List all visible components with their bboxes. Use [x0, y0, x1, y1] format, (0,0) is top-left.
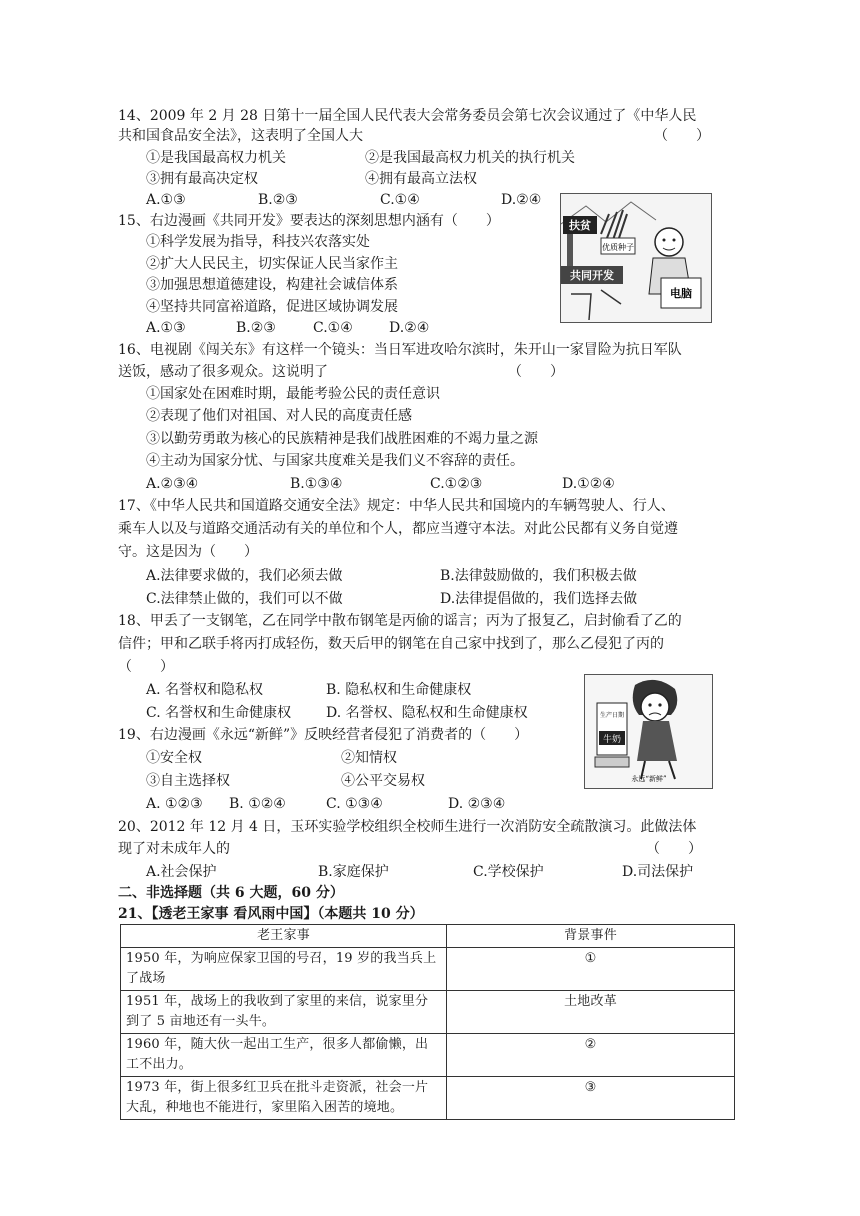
q17-choice-d: D.法律提倡做的，我们选择去做 [440, 591, 638, 607]
table-header-story: 老王家事 [121, 925, 447, 948]
cartoon-label-fupin: 扶贫 [569, 219, 591, 232]
table-header-row [121, 925, 735, 948]
table-cell-event: ① [447, 948, 735, 991]
q16-option-2: ②表现了他们对祖国、对人民的高度责任感 [146, 408, 412, 424]
q19-option-2: ②知情权 [341, 750, 397, 766]
q16-choice-c: C.①②③ [430, 476, 483, 492]
q15-choice-a: A.①③ [146, 320, 186, 336]
q14-option-1: ①是我国最高权力机关 [146, 150, 286, 166]
table-cell-story: 1960 年，随大伙一起出工生产，很多人都偷懒，出工不出力。 [121, 1034, 447, 1077]
table-row [121, 1077, 735, 1120]
q18-stem-line3: （ ） [118, 659, 174, 675]
table-cell-story: 1951 年，战场上的我收到了家里的来信，说家里分到了 5 亩地还有一头牛。 [121, 991, 447, 1034]
q20-stem-line2: 现了对未成年人的 [118, 841, 230, 857]
q16-option-1: ①国家处在困难时期，最能考验公民的责任意识 [146, 386, 440, 402]
q14-choice-c: C.①④ [380, 192, 420, 208]
cartoon-always-fresh [584, 674, 713, 789]
table-cell-story: 1973 年，街上很多红卫兵在批斗走资派，社会一片大乱，种地也不能进行，家里陷入困苦的境地。 [121, 1077, 447, 1120]
q16-choice-a: A.②③④ [146, 476, 199, 492]
q14-choice-b: B.②③ [258, 192, 298, 208]
cartoon-label-date: 生产日期 [599, 712, 625, 719]
table-row [121, 1034, 735, 1077]
q15-choice-d: D.②④ [389, 320, 430, 336]
q21-table [120, 924, 735, 1120]
q15-option-3: ③加强思想道德建设，构建社会诚信体系 [146, 277, 398, 293]
q14-choice-a: A.①③ [146, 192, 186, 208]
q15-stem: 15、右边漫画《共同开发》要表达的深刻思想内涵有（ ） [118, 213, 500, 229]
q20-choice-c: C.学校保护 [473, 864, 544, 880]
q17-stem-line2: 乘车人以及与道路交通活动有关的单位和个人，都应当遵守本法。对此公民都有义务自觉遵 [118, 521, 678, 537]
q20-choice-a: A.社会保护 [146, 864, 217, 880]
q18-choice-d: D. 名誉权、隐私权和生命健康权 [326, 705, 528, 721]
table-header-event: 背景事件 [447, 925, 735, 948]
q16-choice-d: D.①②④ [562, 476, 615, 492]
q18-choice-c: C. 名誉权和生命健康权 [146, 705, 292, 721]
q16-stem-line2: 送饭，感动了很多观众。这说明了 [118, 364, 328, 380]
q17-choice-a: A.法律要求做的，我们必须去做 [146, 568, 343, 584]
q20-choice-b: B.家庭保护 [318, 864, 389, 880]
q15-choice-c: C.①④ [313, 320, 353, 336]
q17-choice-b: B.法律鼓励做的，我们积极去做 [440, 568, 637, 584]
q18-stem-line2: 信件；甲和乙联手将丙打成轻伤，数天后甲的钢笔在自己家中找到了，那么乙侵犯了丙的 [118, 636, 664, 652]
q18-stem-line1: 18、甲丢了一支钢笔，乙在同学中散布钢笔是丙偷的谣言；丙为了报复乙，启封偷看了乙的 [118, 613, 682, 629]
q19-choice-c: C. ①③④ [326, 796, 383, 812]
q16-stem-line1: 16、电视剧《闯关东》有这样一个镜头：当日军进攻哈尔滨时，朱开山一家冒险为抗日军队 [118, 342, 682, 358]
q19-choice-b: B. ①②④ [229, 796, 286, 812]
cartoon-common-development [560, 193, 712, 323]
q19-choice-a: A. ①②③ [146, 796, 203, 812]
q15-option-2: ②扩大人民民主，切实保证人民当家作主 [146, 256, 398, 272]
q14-answer-paren: （ ） [654, 128, 710, 144]
cartoon-label-seed: 优质种子 [602, 243, 634, 252]
table-row [121, 991, 735, 1034]
cartoon-fresh-drawing [585, 675, 712, 788]
q15-choice-b: B.②③ [236, 320, 276, 336]
q18-choice-b: B. 隐私权和生命健康权 [326, 682, 472, 698]
q14-option-2: ②是我国最高权力机关的执行机关 [365, 150, 575, 166]
q14-stem-line1: 14、2009 年 2 月 28 日第十一届全国人民代表大会常务委员会第七次会议通过了《中华人民 [118, 108, 697, 124]
q16-option-4: ④主动为国家分忧、与国家共度难关是我们义不容辞的责任。 [146, 453, 524, 469]
q20-stem-line1: 20、2012 年 12 月 4 日，玉环实验学校组织全校师生进行一次消防安全疏散演习。此做法体 [118, 819, 697, 835]
q15-option-4: ④坚持共同富裕道路，促进区域协调发展 [146, 299, 398, 315]
cartoon-drawing [561, 194, 711, 322]
q17-stem-line1: 17、《中华人民共和国道路交通安全法》规定：中华人民共和国境内的车辆驾驶人、行人、 [118, 498, 675, 514]
table-cell-event: ② [447, 1034, 735, 1077]
q14-option-4: ④拥有最高立法权 [365, 171, 477, 187]
section2-title: 二、非选择题（共 6 大题，60 分） [118, 885, 344, 901]
q19-stem: 19、右边漫画《永远“新鲜”》反映经营者侵犯了消费者的（ ） [118, 727, 529, 743]
q14-option-3: ③拥有最高决定权 [146, 171, 258, 187]
q20-choice-d: D.司法保护 [622, 864, 694, 880]
q16-answer-paren: （ ） [508, 364, 564, 380]
q20-answer-paren: （ ） [646, 841, 702, 857]
q19-option-4: ④公平交易权 [341, 773, 425, 789]
table-cell-event: ③ [447, 1077, 735, 1120]
cartoon-caption: 永远“新鲜” [631, 775, 667, 783]
cartoon-label-milk: 牛奶 [602, 735, 622, 745]
cartoon-label-pc: 电脑 [670, 287, 692, 300]
q21-title: 21、【透老王家事 看风雨中国】（本题共 10 分） [118, 906, 424, 922]
q19-choice-d: D. ②③④ [448, 796, 506, 812]
q18-choice-a: A. 名誉权和隐私权 [146, 682, 264, 698]
table-cell-story: 1950 年，为响应保家卫国的号召，19 岁的我当兵上了战场 [121, 948, 447, 991]
cartoon-label-open: 共同开发 [570, 269, 614, 282]
q16-option-3: ③以勤劳勇敢为核心的民族精神是我们战胜困难的不竭力量之源 [146, 431, 538, 447]
q17-stem-line3: 守。这是因为（ ） [118, 544, 258, 560]
q14-choice-d: D.②④ [501, 192, 542, 208]
q14-stem-line2: 共和国食品安全法》，这表明了全国人大 [118, 128, 363, 144]
q16-choice-b: B.①③④ [290, 476, 343, 492]
q17-choice-c: C.法律禁止做的，我们可以不做 [146, 591, 343, 607]
table-row [121, 948, 735, 991]
q19-option-1: ①安全权 [146, 750, 202, 766]
table-cell-event: 土地改革 [447, 991, 735, 1034]
q19-option-3: ③自主选择权 [146, 773, 230, 789]
q15-option-1: ①科学发展为指导，科技兴农落实处 [146, 234, 370, 250]
